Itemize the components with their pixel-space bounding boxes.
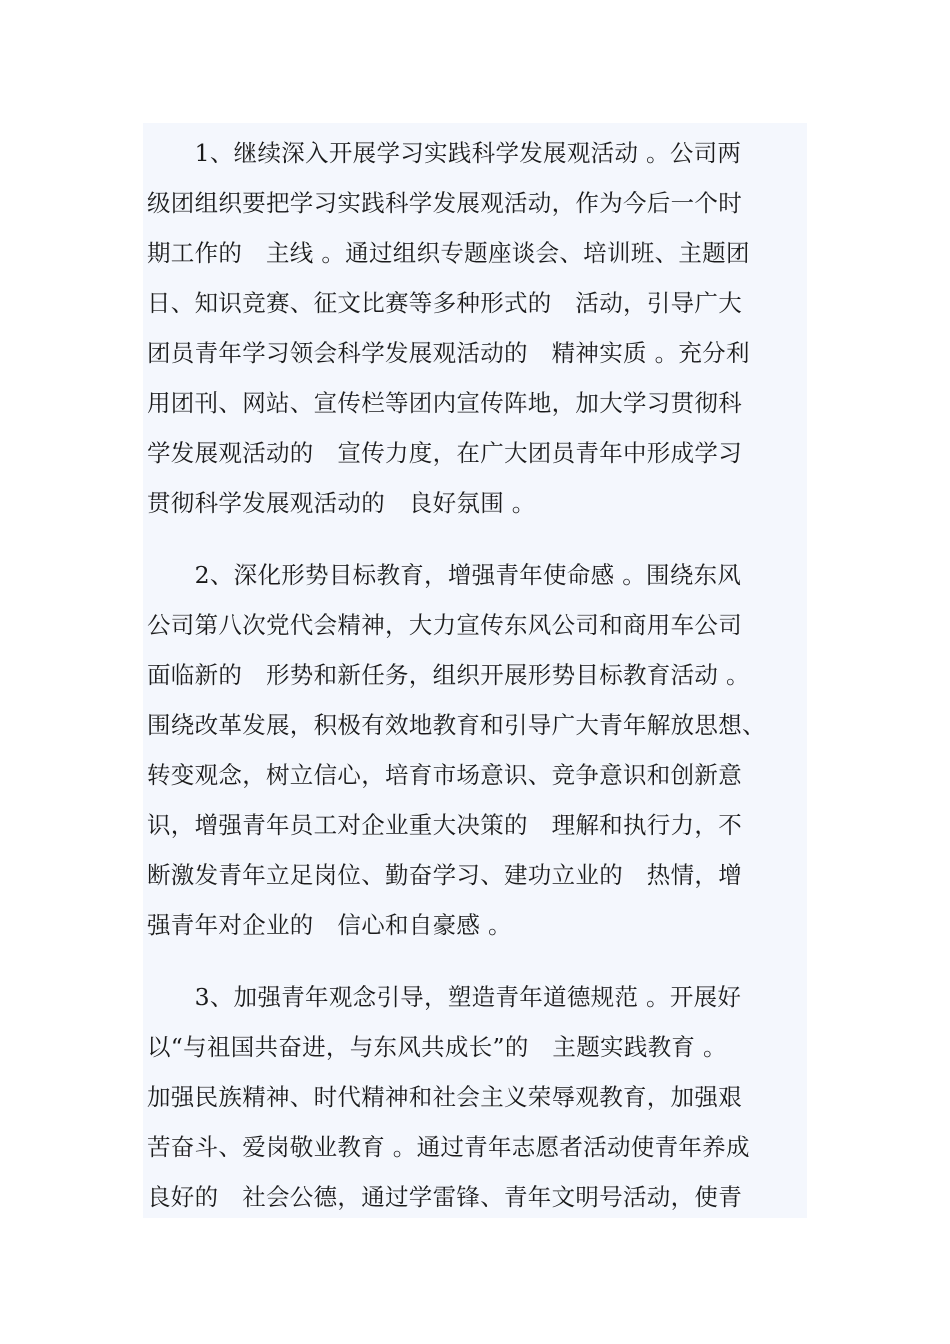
text-line: 3、加强青年观念引导，塑造青年道德规范 。开展好 (147, 983, 742, 1011)
text-line: 转变观念，树立信心，培育市场意识、竞争意识和创新意 (147, 761, 742, 789)
text-line: 断激发青年立足岗位、勤奋学习、建功立业的 热情，增 (147, 861, 742, 889)
text-line: 苦奋斗、爱岗敬业教育 。通过青年志愿者活动使青年养成 (147, 1133, 750, 1161)
text-line: 期工作的 主线 。通过组织专题座谈会、培训班、主题团 (147, 239, 750, 267)
text-line: 强青年对企业的 信心和自豪感 。 (147, 911, 512, 939)
text-line: 围绕改革发展，积极有效地教育和引导广大青年解放思想、 (147, 711, 766, 739)
text-line: 级团组织要把学习实践科学发展观活动，作为今后一个时 (147, 189, 742, 217)
text-line: 识，增强青年员工对企业重大决策的 理解和执行力，不 (147, 811, 742, 839)
text-line: 团员青年学习领会科学发展观活动的 精神实质 。充分利 (147, 339, 750, 367)
text-line: 加强民族精神、时代精神和社会主义荣辱观教育，加强艰 (147, 1083, 742, 1111)
text-line: 2、深化形势目标教育，增强青年使命感 。围绕东风 (147, 561, 742, 589)
text-line: 日、知识竞赛、征文比赛等多种形式的 活动，引导广大 (147, 289, 742, 317)
text-line: 公司第八次党代会精神，大力宣传东风公司和商用车公司 (147, 611, 742, 639)
text-line: 用团刊、网站、宣传栏等团内宣传阵地，加大学习贯彻科 (147, 389, 742, 417)
text-line: 良好的 社会公德，通过学雷锋、青年文明号活动，使青 (147, 1183, 742, 1211)
text-line: 学发展观活动的 宣传力度，在广大团员青年中形成学习 (147, 439, 742, 467)
text-line: 1、继续深入开展学习实践科学发展观活动 。公司两 (147, 139, 742, 167)
text-line: 面临新的 形势和新任务，组织开展形势目标教育活动 。 (147, 661, 750, 689)
text-line: 以“与祖国共奋进，与东风共成长”的 主题实践教育 。 (147, 1033, 727, 1061)
document-body (143, 123, 807, 1218)
text-line: 贯彻科学发展观活动的 良好氛围 。 (147, 489, 536, 517)
